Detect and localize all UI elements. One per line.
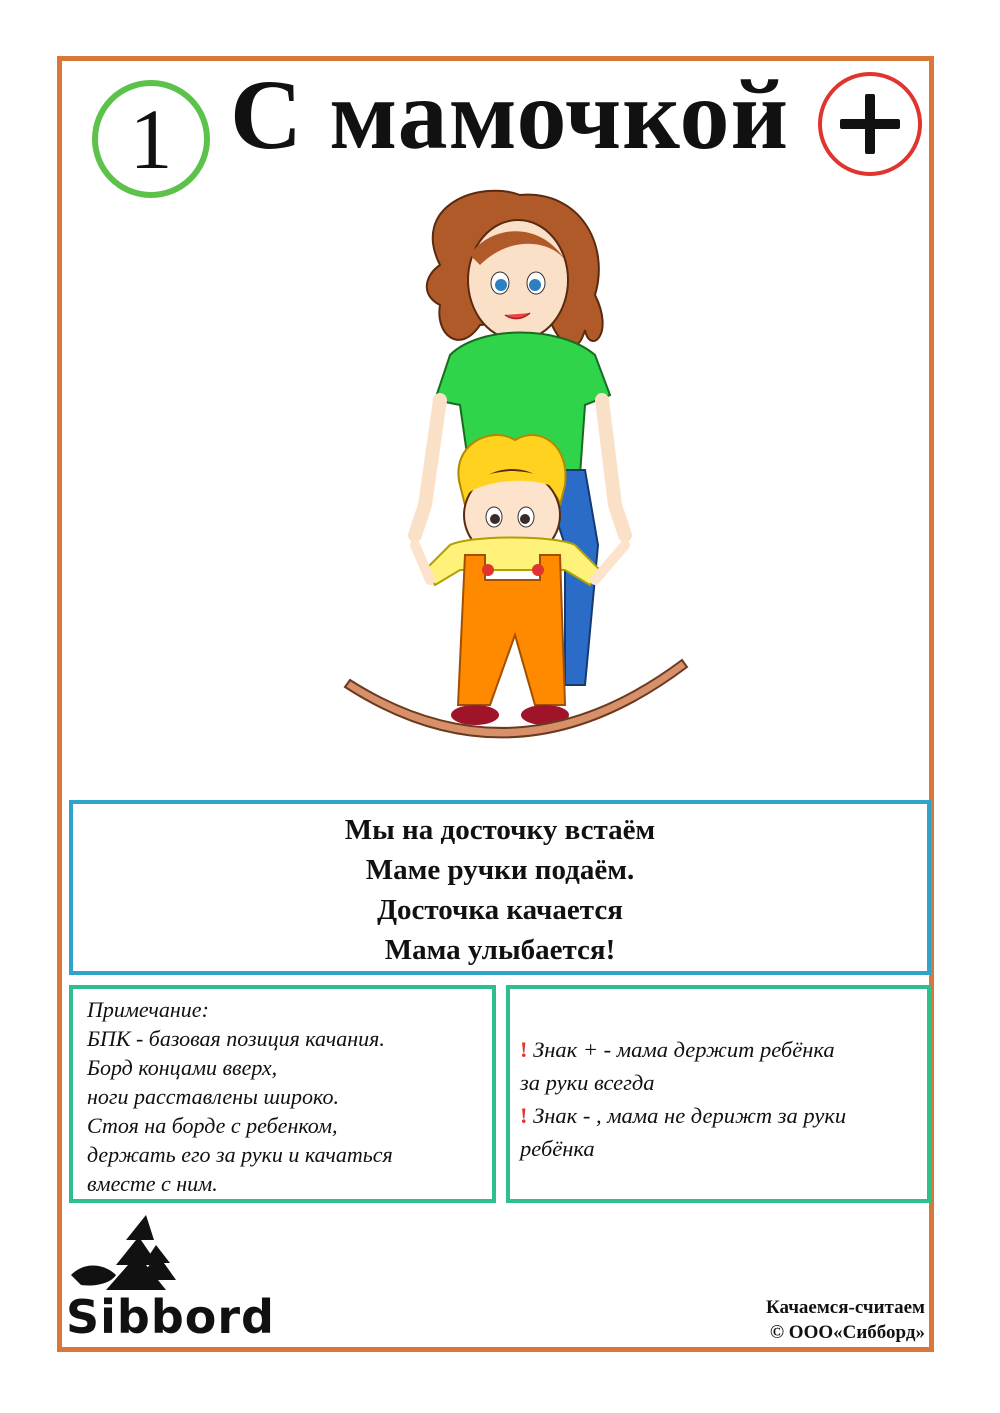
poem-box [69,800,931,975]
footer-slogan: Качаемся-считаем [765,1297,925,1318]
note-line: вместе с ним. [87,1171,218,1196]
child-overalls [458,555,565,705]
note-line: держать его за руки и качаться [87,1142,393,1167]
step-number: 1 [129,91,173,187]
mother-child-illustration [340,185,700,750]
footer-copyright: © ООО«Сибборд» [769,1322,925,1343]
poem-line: Мы на досточку встаём [344,814,656,846]
note-line: БПК - базовая позиция качания. [87,1026,385,1051]
minus-sign-rule: ! Знак - , мама не дерижт за руки [520,1103,847,1128]
poem-line: Маме ручки подаём. [365,854,635,886]
balance-board [345,660,687,737]
exclamation-icon: ! [520,1037,528,1062]
page-title: С мамочкой [230,59,790,170]
step-number-badge [92,80,210,198]
plus-sign-rule: ! Знак + - мама держит ребёнка [520,1037,835,1062]
note-line: Борд концами вверх, [87,1055,278,1080]
poem-line: Досточка качается [377,894,623,926]
brand-logo-text: Sibbord [66,1290,275,1344]
signs-legend-box [506,985,931,1203]
note-box [69,985,496,1203]
footer [766,1295,925,1345]
poem-line: Мама улыбается! [384,934,616,966]
note-line: Стоя на борде с ребенком, [87,1113,338,1138]
note-line: ноги расставлены широко. [87,1084,340,1109]
note-heading: Примечание: [87,997,209,1022]
exclamation-icon: ! [520,1103,528,1128]
plus-sign-icon [818,72,922,176]
plus-sign-rule-cont: за руки всегда [520,1070,655,1095]
minus-sign-rule-cont: ребёнка [520,1136,595,1161]
